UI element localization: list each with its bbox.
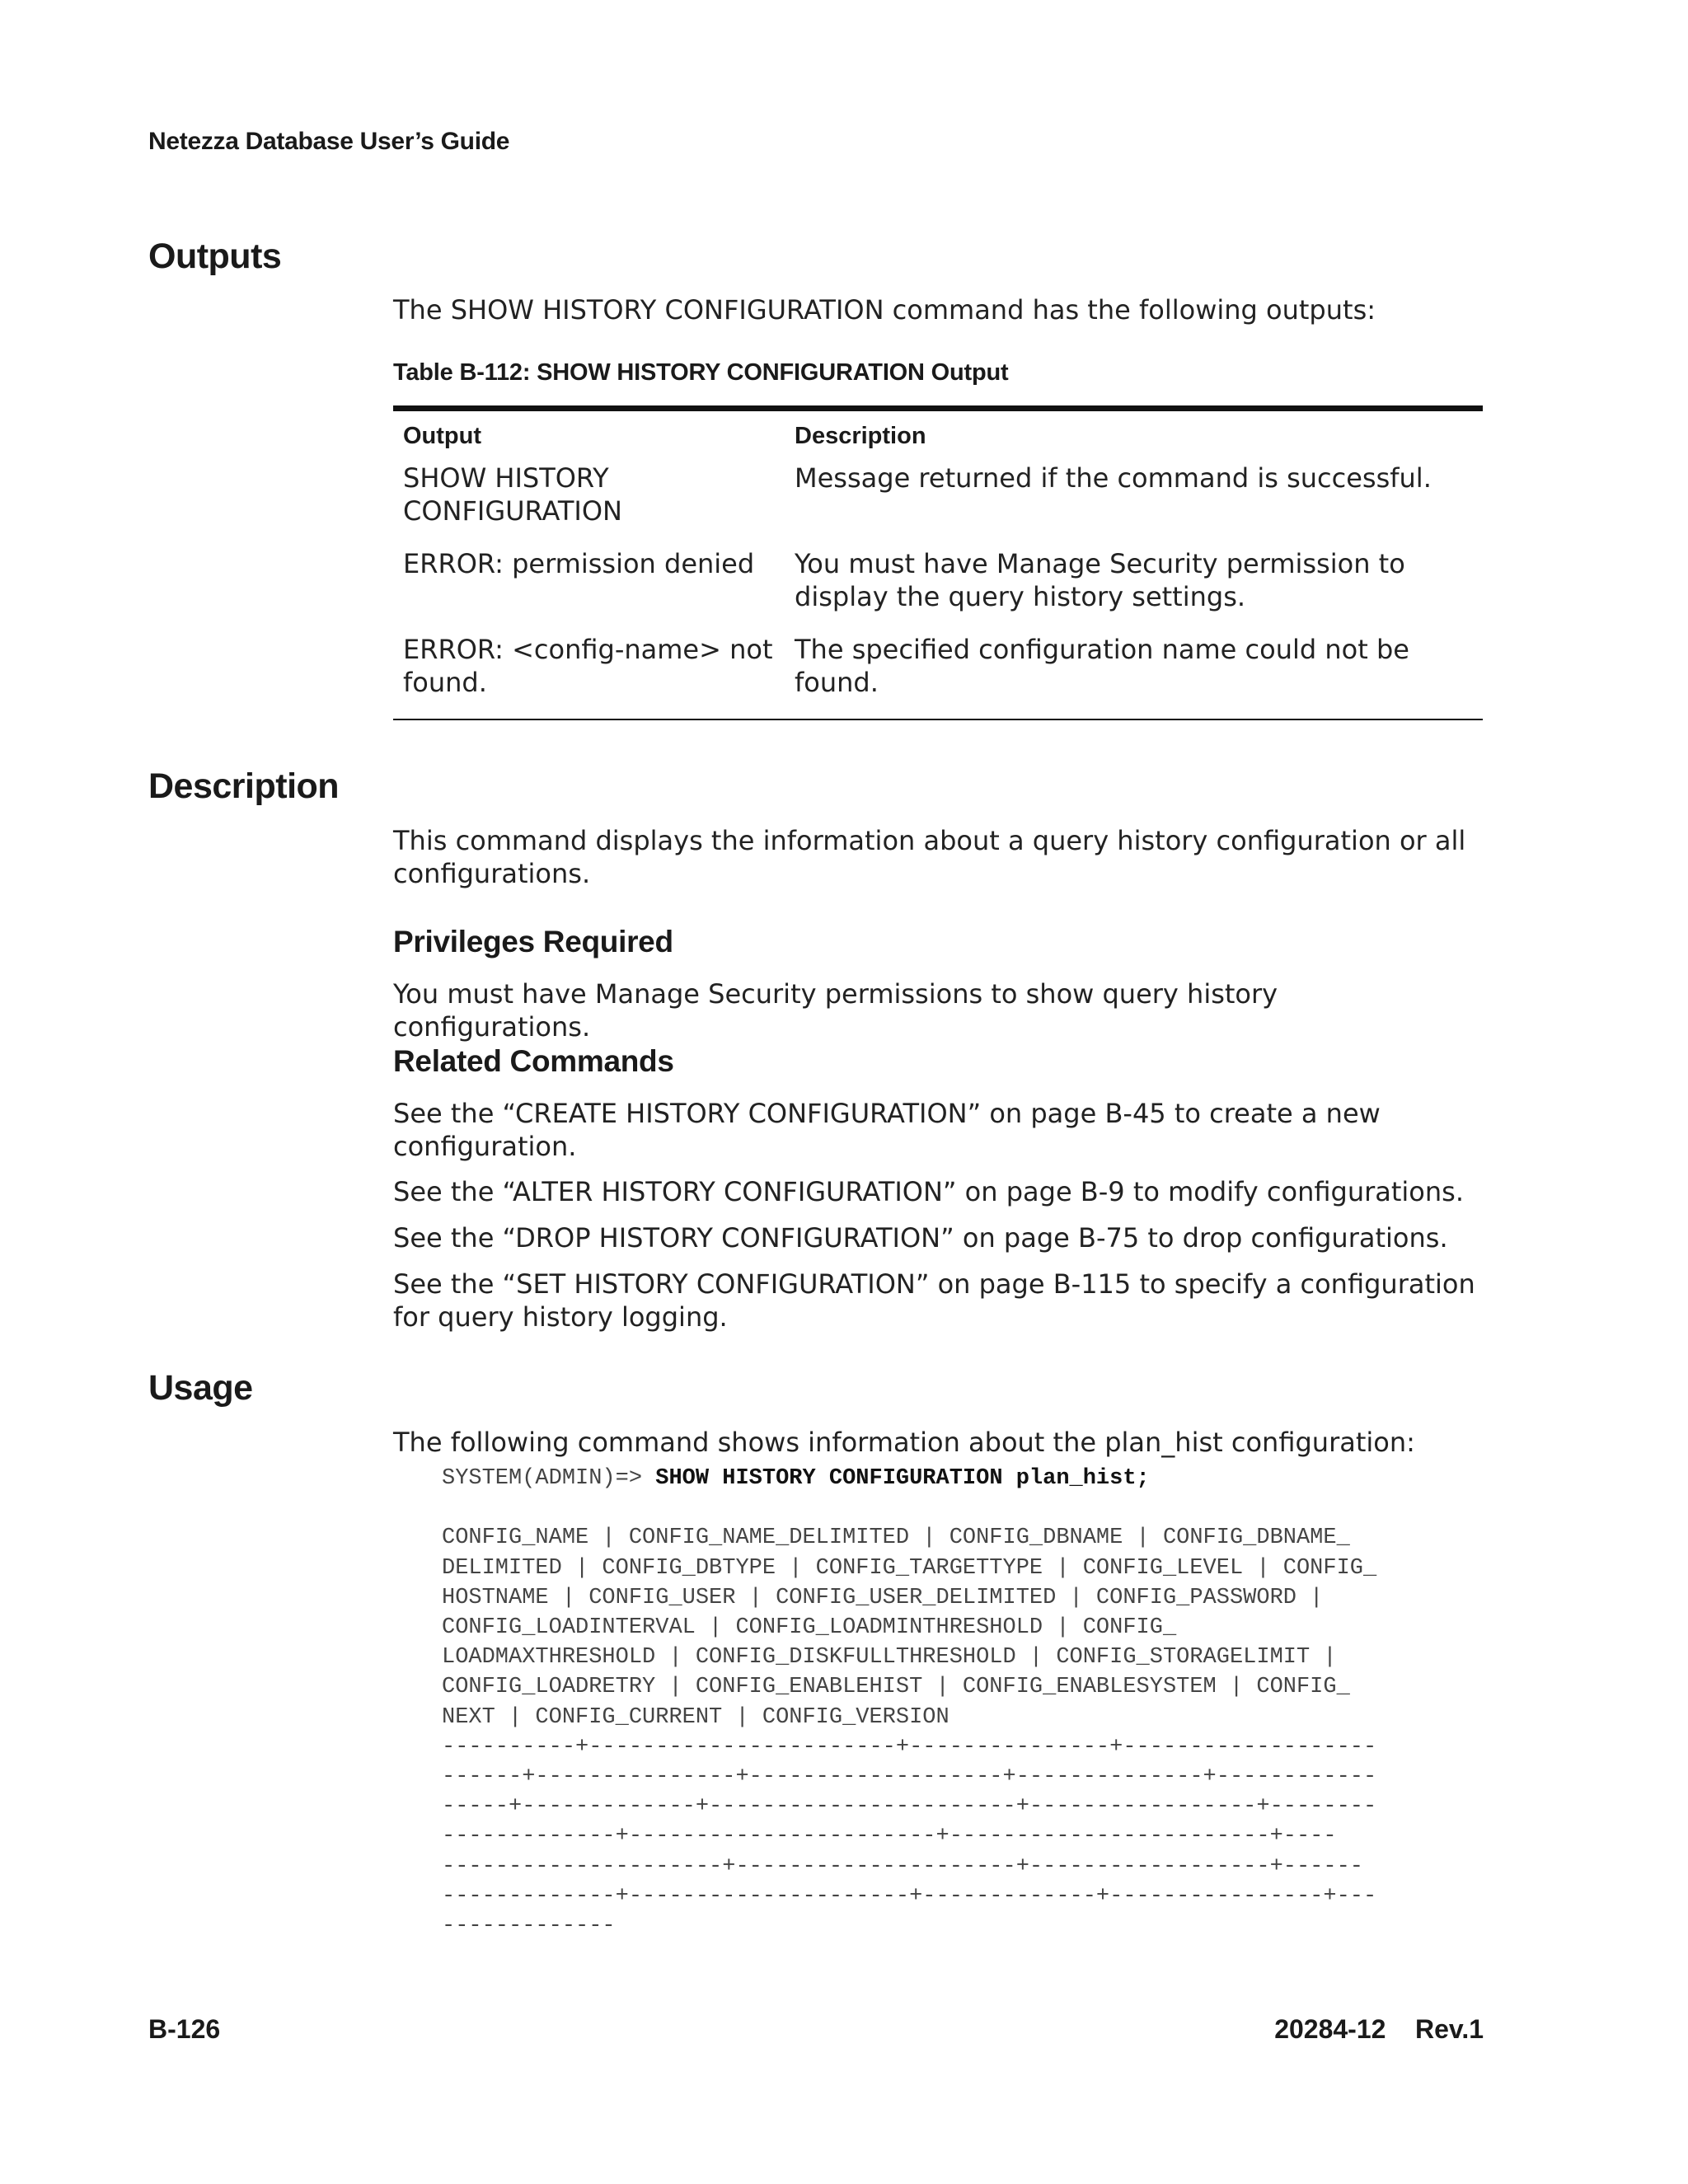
usage-intro: The following command shows information about the plan_hist configuration:: [393, 1427, 1415, 1458]
related-command-item: See the “ALTER HISTORY CONFIGURATION” on page B-9 to modify configurations.: [393, 1176, 1464, 1207]
description-cell: You must have Manage Security permission to display the query history settings.: [795, 548, 1405, 612]
outputs-intro: The SHOW HISTORY CONFIGURATION command has the following outputs:: [393, 294, 1376, 326]
subheading-privileges: Privileges Required: [393, 925, 673, 958]
code-output: CONFIG_NAME | CONFIG_NAME_DELIMITED | CONFIG_DBNAME | CONFIG_DBNAME_ DELIMITED | CONFIG_DBTYPE | CONFIG_TARGETTYPE | CONFIG_LEVEL | CONFIG_ HOSTNAME | CONFIG_USER | CONFIG_USER_DELIMITED | CONFIG_PASSWORD | CONFIG_LOADINTERVAL | CONFIG_LOADMINTHRESHOLD | CONFIG_ LOADMAXTHRESHOLD | CONFIG_DISKFULLTHRESHOLD | CONFIG_STORAGELIMIT | CONFIG_LOADRETRY | CONFIG_ENABLEHIST | CONFIG_ENABLESYSTEM | CONFIG_ NEXT | CONFIG_CURRENT | CONFIG_VERSION ----------+-----------------------+---------------+------------------- ------+---------------+-------------------+--------------+------------ -----+-------------+-----------------------+-----------------+-------- -------------+-----------------------+------------------------+---- ---------------------+---------------------+------------------+------ -------------+---------------------+-------------+----------------+--- -------------: [442, 1526, 1377, 1939]
code-example: [442, 1464, 1489, 1941]
output-cell: ERROR: <config-name> not found.: [403, 634, 773, 698]
section-heading-description: Description: [148, 766, 340, 806]
table-row: [393, 633, 1483, 719]
output-cell: SHOW HISTORY CONFIGURATION: [403, 462, 622, 527]
table-top-rule: [393, 405, 1483, 411]
table-row: [393, 462, 1483, 547]
subheading-related-commands: Related Commands: [393, 1044, 674, 1078]
document-id: 20284-12 Rev.1: [1274, 2014, 1484, 2044]
table-header-row: [393, 411, 1483, 462]
code-prompt: SYSTEM(ADMIN)=>: [442, 1466, 656, 1491]
description-cell: The specified configuration name could not be found.: [795, 634, 1409, 698]
page-number: B-126: [148, 2014, 221, 2044]
description-text: This command displays the information about a query history configuration or all configurations.: [393, 825, 1466, 889]
privileges-text: You must have Manage Security permissions to show query history configurations.: [393, 978, 1278, 1043]
table-row: [393, 547, 1483, 633]
output-cell: ERROR: permission denied: [403, 548, 755, 579]
related-command-item: See the “DROP HISTORY CONFIGURATION” on page B-75 to drop configurations.: [393, 1222, 1448, 1254]
section-heading-outputs: Outputs: [148, 237, 282, 276]
related-command-item: See the “SET HISTORY CONFIGURATION” on page B-115 to specify a configuration for query history logging.: [393, 1268, 1475, 1333]
related-command-item: See the “CREATE HISTORY CONFIGURATION” on page B-45 to create a new configuration.: [393, 1098, 1381, 1162]
running-header: Netezza Database User’s Guide: [148, 128, 510, 155]
code-command: SHOW HISTORY CONFIGURATION plan_hist;: [655, 1466, 1150, 1491]
table-bottom-rule: [393, 719, 1483, 720]
table-caption: Table B-112: SHOW HISTORY CONFIGURATION Output: [393, 359, 1009, 386]
column-header-description: Description: [795, 423, 926, 449]
description-cell: Message returned if the command is successful.: [795, 462, 1432, 494]
output-table: [393, 405, 1483, 720]
column-header-output: Output: [403, 423, 482, 449]
section-heading-usage: Usage: [148, 1368, 253, 1408]
